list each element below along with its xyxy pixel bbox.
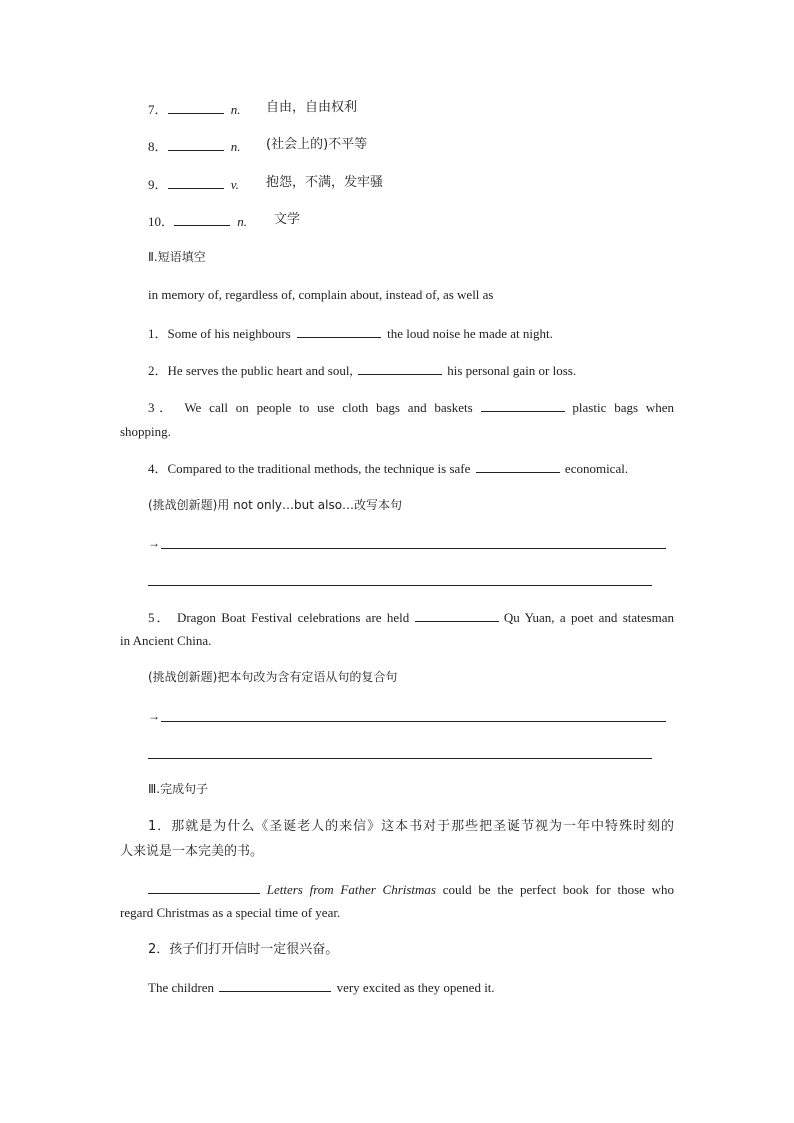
phrase-item-2: [148, 363, 576, 377]
challenge-instruction-1: (挑战创新题)用 not only…but also…改写本句: [148, 498, 403, 512]
answer-line[interactable]: [161, 721, 666, 722]
item-number: 2．: [148, 363, 168, 378]
sentence-1-chinese: [148, 820, 674, 833]
answer-line[interactable]: [148, 758, 652, 759]
word-bank: in memory of, regardless of, complain about, instead of, as well as: [148, 287, 494, 302]
answer-blank[interactable]: [219, 980, 331, 992]
chinese-text: 那就是为什么《圣诞老人的来信》这本书对于那些把圣诞节视为一年中特殊时刻的: [171, 819, 674, 834]
item-number: 5．: [148, 610, 172, 625]
phrase-item-3: [148, 400, 674, 414]
answer-blank[interactable]: [168, 177, 224, 189]
answer-blank[interactable]: [476, 461, 560, 473]
part-of-speech: v.: [230, 177, 239, 192]
item-number: 2．: [148, 942, 170, 957]
book-title: Letters from Father Christmas: [266, 882, 436, 897]
sentence-text: very excited as they opened it.: [336, 980, 495, 995]
sentence-1-english: [148, 882, 674, 896]
sentence-text: Some of his neighbours: [167, 326, 291, 341]
sentence-2-english: [148, 980, 495, 994]
sentence-text: Compared to the traditional methods, the technique is safe: [167, 461, 471, 476]
sentence-text: plastic bags when: [572, 400, 675, 415]
sentence-1-english-continued: regard Christmas as a special time of year.: [120, 905, 341, 920]
sentence-2-chinese: [148, 943, 338, 956]
answer-blank[interactable]: [174, 214, 230, 226]
vocab-meaning-7: 自由，自由权利: [266, 100, 358, 115]
vocab-item-7: [148, 102, 241, 116]
part-of-speech: n.: [237, 214, 248, 229]
phrase-item-5-continued: in Ancient China.: [120, 633, 212, 648]
item-number: 3．: [148, 400, 177, 415]
item-number: 4．: [148, 461, 168, 476]
challenge-instruction-2: (挑战创新题)把本句改为含有定语从句的复合句: [148, 670, 398, 684]
sentence-text: the loud noise he made at night.: [387, 326, 553, 341]
vocab-item-10: [148, 214, 247, 228]
item-number: 9．: [148, 177, 168, 192]
vocab-item-9: [148, 177, 239, 191]
phrase-item-1: [148, 326, 553, 340]
answer-line[interactable]: [148, 585, 652, 586]
section-heading-2: Ⅱ.短语填空: [148, 250, 206, 264]
sentence-text: He serves the public heart and soul,: [167, 363, 353, 378]
vocab-item-8: [148, 139, 241, 153]
item-number: 1．: [148, 326, 168, 341]
phrase-item-5: [148, 610, 674, 624]
sentence-text: could be the perfect book for those who: [442, 882, 675, 897]
answer-line[interactable]: [161, 548, 666, 549]
arrow-icon: →: [148, 536, 160, 550]
answer-blank[interactable]: [168, 102, 224, 114]
item-number: 10．: [148, 214, 175, 229]
part-of-speech: n.: [230, 102, 241, 117]
sentence-1-chinese-continued: 人来说是一本完美的书。: [120, 844, 264, 859]
section-heading-3: Ⅲ.完成句子: [148, 782, 209, 796]
sentence-text: Dragon Boat Festival celebrations are held: [176, 610, 410, 625]
item-number: 1．: [148, 819, 172, 834]
answer-blank[interactable]: [168, 139, 224, 151]
sentence-text: The children: [148, 980, 215, 995]
phrase-item-3-continued: shopping.: [120, 424, 171, 439]
chinese-text: 孩子们打开信时一定很兴奋。: [169, 942, 339, 957]
part-of-speech: n.: [230, 139, 241, 154]
phrase-item-4: [148, 461, 628, 475]
sentence-text: economical.: [564, 461, 629, 476]
answer-blank[interactable]: [297, 326, 381, 338]
item-number: 8．: [148, 139, 168, 154]
item-number: 7．: [148, 102, 168, 117]
vocab-meaning-8: (社会上的)不平等: [266, 137, 368, 152]
answer-blank[interactable]: [148, 882, 260, 894]
vocab-meaning-10: 文学: [274, 212, 301, 227]
vocab-meaning-9: 抱怨，不满，发牢骚: [266, 175, 384, 190]
arrow-icon: →: [148, 709, 160, 723]
sentence-text: Qu Yuan, a poet and statesman: [503, 610, 674, 625]
answer-blank[interactable]: [415, 610, 499, 622]
sentence-text: his personal gain or loss.: [447, 363, 577, 378]
sentence-text: We call on people to use cloth bags and baskets: [184, 400, 473, 415]
answer-blank[interactable]: [481, 400, 565, 412]
answer-blank[interactable]: [358, 363, 442, 375]
